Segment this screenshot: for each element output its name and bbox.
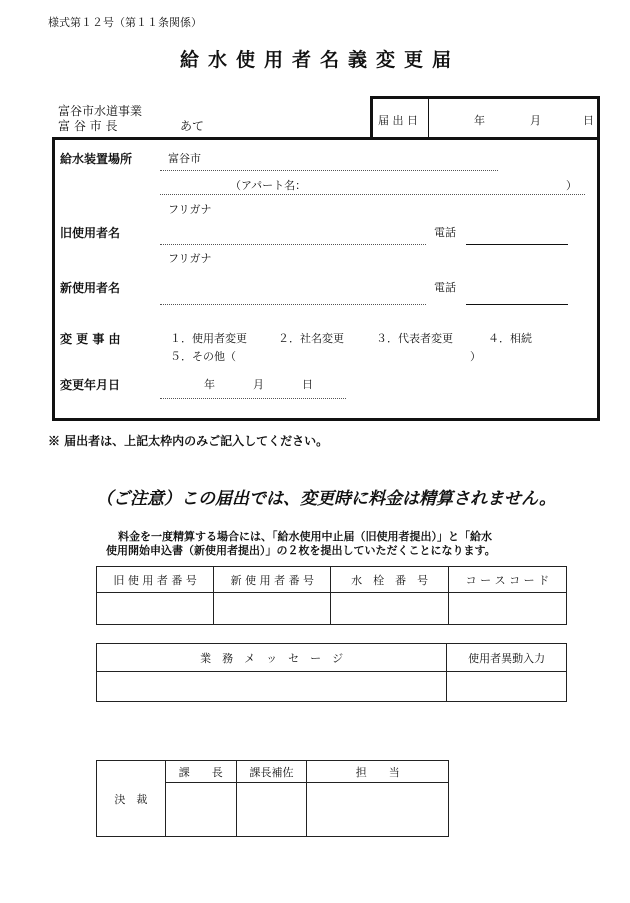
old-user-label: 旧使用者名 bbox=[60, 226, 121, 240]
furigana-new: フリガナ bbox=[168, 252, 212, 265]
change-day-unit[interactable]: 日 bbox=[302, 378, 313, 391]
user-change-input-header: 使用者異動入力 bbox=[447, 644, 567, 672]
chief-header: 課 長 bbox=[165, 761, 236, 783]
reason-label: 変 更 事 由 bbox=[60, 332, 121, 346]
old-user-number-cell[interactable] bbox=[97, 593, 214, 625]
warning-notice: （ご注意）この届出では、変更時に料金は精算されません。 bbox=[96, 489, 557, 509]
instruction-note: ※ 届出者は、上記太枠内のみご記入してください。 bbox=[48, 434, 329, 448]
apartment-open: （アパート名： bbox=[230, 179, 307, 192]
reason-option-3[interactable]: ３．代表者変更 bbox=[376, 332, 453, 345]
page-title: 給水使用者名義変更届 bbox=[180, 49, 461, 71]
change-date-line[interactable] bbox=[160, 398, 346, 399]
apartment-line[interactable] bbox=[160, 194, 585, 195]
faucet-number-cell[interactable] bbox=[331, 593, 448, 625]
old-user-number-header: 旧 使 用 者 番 号 bbox=[97, 567, 214, 593]
location-line[interactable] bbox=[160, 170, 498, 171]
new-user-label: 新使用者名 bbox=[60, 281, 121, 295]
new-user-number-header: 新 使 用 者 番 号 bbox=[214, 567, 331, 593]
new-user-number-cell[interactable] bbox=[214, 593, 331, 625]
date-month-unit[interactable]: 月 bbox=[530, 114, 541, 127]
business-message-cell[interactable] bbox=[97, 672, 447, 702]
old-phone-label: 電話 bbox=[434, 226, 456, 239]
new-phone-label: 電話 bbox=[434, 281, 456, 294]
new-phone-line[interactable] bbox=[466, 304, 568, 305]
location-label: 給水装置場所 bbox=[60, 152, 133, 166]
detail-line2: 使用開始申込書（新使用者提出）」の２枚を提出していただくことになります。 bbox=[106, 544, 496, 557]
detail-line1: 料金を一度精算する場合には、「給水使用中止届（旧使用者提出）」と「給水 bbox=[118, 530, 492, 543]
reason-option-4[interactable]: ４．相続 bbox=[488, 332, 532, 345]
date-day-unit[interactable]: 日 bbox=[583, 114, 594, 127]
furigana-old: フリガナ bbox=[168, 203, 212, 216]
addressee-line1: 富谷市水道事業 bbox=[58, 104, 143, 118]
approval-table bbox=[96, 760, 449, 837]
addressee-line2: 富 谷 市 長 bbox=[58, 119, 118, 133]
new-user-line[interactable] bbox=[160, 304, 426, 305]
user-change-input-cell[interactable] bbox=[447, 672, 567, 702]
staff-header: 担 当 bbox=[307, 761, 449, 783]
date-year-unit[interactable]: 年 bbox=[474, 114, 485, 127]
office-use-table bbox=[96, 566, 567, 625]
message-table bbox=[96, 643, 567, 702]
reason-option-5[interactable]: ５．その他（ bbox=[170, 350, 236, 363]
change-month-unit[interactable]: 月 bbox=[253, 378, 264, 391]
assistant-chief-stamp-cell[interactable] bbox=[236, 783, 307, 837]
reason-option-5-close: ） bbox=[470, 350, 481, 363]
old-user-line[interactable] bbox=[160, 244, 426, 245]
business-message-header: 業 務 メ ッ セ ー ジ bbox=[97, 644, 447, 672]
submit-date-label: 届 出 日 bbox=[378, 114, 418, 127]
course-code-header: コ ー ス コ ー ド bbox=[448, 567, 566, 593]
apartment-close: ） bbox=[566, 179, 577, 192]
chief-stamp-cell[interactable] bbox=[165, 783, 236, 837]
entry-frame bbox=[52, 137, 600, 421]
assistant-chief-header: 課長補佐 bbox=[236, 761, 307, 783]
staff-stamp-cell[interactable] bbox=[307, 783, 449, 837]
addressee-suffix: あて bbox=[180, 119, 205, 133]
reason-option-2[interactable]: ２．社名変更 bbox=[278, 332, 344, 345]
old-phone-line[interactable] bbox=[466, 244, 568, 245]
location-value[interactable]: 富谷市 bbox=[168, 152, 201, 165]
change-year-unit[interactable]: 年 bbox=[204, 378, 215, 391]
form-number: 様式第１２号（第１１条関係） bbox=[48, 16, 202, 29]
change-date-label: 変更年月日 bbox=[60, 378, 121, 392]
course-code-cell[interactable] bbox=[448, 593, 566, 625]
faucet-number-header: 水 栓 番 号 bbox=[331, 567, 448, 593]
reason-option-1[interactable]: １．使用者変更 bbox=[170, 332, 247, 345]
date-divider bbox=[428, 97, 429, 138]
decision-label: 決 裁 bbox=[97, 761, 166, 837]
